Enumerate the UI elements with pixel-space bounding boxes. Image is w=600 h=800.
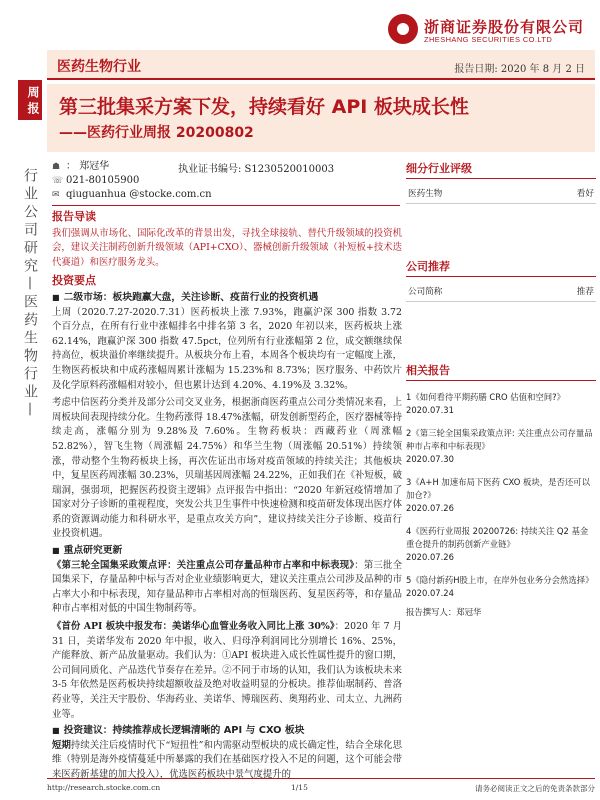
report-date: 报告日期: 2020 年 8 月 2 日 xyxy=(454,64,585,75)
para-collect: ：第三批全国集采下，存量品种中标与否对企业业绩影响更大，建议关注重点公司涉及品种的市占率大小和中标表现，知存量品种市占率相对高的恒瑞医药、复星医药等，和存量品种市占率相对低的中国生物制药等。 xyxy=(52,559,402,615)
related-report-date: 2020.07.26 xyxy=(406,503,454,513)
bullet-research: ■ 重点研究更新 xyxy=(52,544,402,559)
footer-disclaimer: 请务必阅读正文之后的免责条款部分 xyxy=(475,784,595,793)
rating-heading: 细分行业评级 xyxy=(406,160,596,179)
related-report-date: 2020.07.30 xyxy=(406,454,454,464)
title-bar xyxy=(47,84,595,152)
para-advice: 持续关注后疫情时代下“短扭性”和内需驱动型板块的成长确定性，结合全球化思维（特别是海外疫情蔓延中所暴露的我们在基础医疗投入不足的问题，这个可能会带来医药新基建的加大投入），优选医药板块中景气度提升的 xyxy=(52,739,402,780)
related-report-item[interactable] xyxy=(406,476,596,515)
related-report-title: 1《如何看待平期药膳 CRO 估值和空间?》 xyxy=(406,392,565,402)
recommend-col-name: 公司简称 xyxy=(408,287,443,297)
para-api: ：2020 年 7 月 31 日，美诺华发布 2020 年中报，收入、归母净利润同比分别增长 16%、25%，产能释放、新产品放量驱动。我们认为：①API 板块进入成长性属性提升的窗口期，公司间同质化、产品迭代节奏存在差异。②不同于市场的认知，我们认为该板块未来 3-5 年依然是医药板块持续超额收益及绝对收益明显的分板块。推荐仙琚制药、普洛药业等，关注天宇股份、华海药业、美诺华、博瑞医药、奥翔药业、司太立、九洲药业等。 xyxy=(52,621,402,720)
para-advice-head: 短期 xyxy=(52,739,71,751)
email-icon: ✉ xyxy=(52,190,60,200)
footer xyxy=(47,778,595,793)
related-report-title: 3《A+H 加速布局下医药 CXO 板块，是否还可以加仓?》 xyxy=(406,477,590,500)
summary-heading: 报告导读 xyxy=(52,210,96,223)
page-title: 第三批集采方案下发，持续看好 API 板块成长性 xyxy=(59,96,469,118)
rating-row xyxy=(406,183,596,204)
para-collect-head: 《第三轮全国集采政策点评：关注重点公司存量品种市占率和中标表现》 xyxy=(52,559,355,571)
related-report-date: 2020.07.24 xyxy=(406,588,454,598)
recommend-col-rec: 推荐 xyxy=(576,287,594,297)
analyst-email: qiuguanhua @stocke.com.cn xyxy=(66,189,212,200)
analyst-name-label: ： xyxy=(66,161,76,172)
related-heading: 相关报告 xyxy=(406,362,596,381)
divider xyxy=(52,205,400,206)
related-report-item[interactable] xyxy=(406,427,596,466)
analyst-cert: 执业证书编号: S1230520010003 xyxy=(178,164,335,175)
recommend-header-row xyxy=(406,281,596,302)
logo-mark-icon xyxy=(388,14,418,44)
related-report-item[interactable] xyxy=(406,391,596,417)
bullet-market: ■ 二级市场：板块跑赢大盘，关注诊断、疫苗行业的投资机遇 xyxy=(52,291,402,306)
report-author: 报告撰写人：郑冠华 xyxy=(406,607,482,617)
side-vertical-text: 行业公司研究—医药生物行业— xyxy=(22,168,38,420)
related-report-date: 2020.07.26 xyxy=(406,552,454,562)
sidebar xyxy=(406,160,596,619)
related-report-title: 4《医药行业周报 20200726: 持续关注 Q2 基金重仓提升的制药创新产业链》 xyxy=(406,526,589,549)
industry-label: 医药生物行业 xyxy=(57,59,141,75)
related-report-date: 2020.07.31 xyxy=(406,405,454,415)
para-sectors: 考虑中信医药分类并及部分公司交叉业务，根据浙商医药重点公司分类情况来看，上周板块间表现持续分化。生物药涨得 18.47%涨幅，研发创新型药企，医疗器械等持续走高，涨幅分别为 9.28%及 7.60%。生物药板块：西藏药业（周涨幅 52.82%），智飞生物（周涨幅 24.75%）和华兰生物（周涨幅 20.51%）持续领涨，带动整个生物药板块上扬，再次佐证出市场对疫苗领域的持续关注；其他板块中，复星医药周涨幅 30.23%，贝瑞基因周涨幅 24.22%，正如我们在《补短板，破瑞洞，强弱项，把握医药投资主逻辑》点评报告中指出：“2020 年新冠疫情增加了国家对分子诊断的重视程度，突发公共卫生事件中快速检测和疫苗研发体现出医疗体系的资源调动能力和科研水平，是重点攻关方向”，建议持续关注分子诊断、疫苗行业投资机遇。 xyxy=(52,397,402,540)
invest-heading: 投资要点 xyxy=(52,274,96,288)
page-number: 1/15 xyxy=(291,783,308,792)
rating-value: 看好 xyxy=(576,189,594,199)
person-icon: ☗ xyxy=(52,162,61,172)
company-name-en: ZHESHANG SECURITIES CO.LTD xyxy=(424,35,553,44)
company-logo xyxy=(388,12,588,48)
related-report-item[interactable] xyxy=(406,574,596,600)
summary-text: 我们强调从市场化、国际化改革的背景出发，寻找全球接轨、替代升级领域的投资机会，建议关注制药创新升级领域（API+CXO）、器械创新升级领域（补短板+技术迭代赛道）和医疗服务龙头。 xyxy=(52,227,402,268)
side-tab: 周报 xyxy=(18,80,42,120)
related-list xyxy=(406,391,596,600)
footer-url[interactable]: http://research.stocke.com.cn xyxy=(47,783,161,792)
industry-bar xyxy=(47,50,595,80)
related-report-item[interactable] xyxy=(406,525,596,564)
company-name-cn: 浙商证券股份有限公司 xyxy=(424,18,585,36)
analyst-phone: 021-80105900 xyxy=(66,175,140,186)
analyst-name: 郑冠华 xyxy=(79,161,110,172)
phone-icon: ☏ xyxy=(52,176,64,186)
rating-sector: 医药生物 xyxy=(408,189,443,199)
para-market: 上周（2020.7.27-2020.7.31）医药板块上涨 7.93%，跑赢沪深 300 指数 3.72 个百分点，在所有行业中涨幅排名中排名第 3 名，2020 年初以来，医药板块上涨 62.14%，跑赢沪深 300 指数 47.5pct，位列所有行业涨幅第 2 位，成交额继续保持高位，板块溢价率继续提升。从板块分布上看，本周各个板块均有一定幅度上涨，生物医药板块和中成药涨幅周累计涨幅为 15.23%和 8.73%；医疗服务、中药饮片及化学原料药涨幅相对较小，但也累计达到 4.20%、4.19%及 3.32%。 xyxy=(52,306,402,391)
para-api-head: 《首份 API 板块中报发布：美诺华心血管业务收入同比上涨 30%》 xyxy=(52,621,335,633)
recommend-heading: 公司推荐 xyxy=(406,258,596,277)
report-body xyxy=(52,208,402,783)
page-subtitle: ——医药行业周报 20200802 xyxy=(59,125,254,141)
related-report-title: 5《隐付新药H股上市，在岸外包业务分会然选择》 xyxy=(406,575,594,585)
bullet-advice: ■ 投资建议：持续推荐成长逻辑清晰的 API 与 CXO 板块 xyxy=(52,724,402,739)
related-report-title: 2《第三轮全国集采政策点评: 关注重点公司存量品种市占率和中标表现》 xyxy=(406,428,593,451)
